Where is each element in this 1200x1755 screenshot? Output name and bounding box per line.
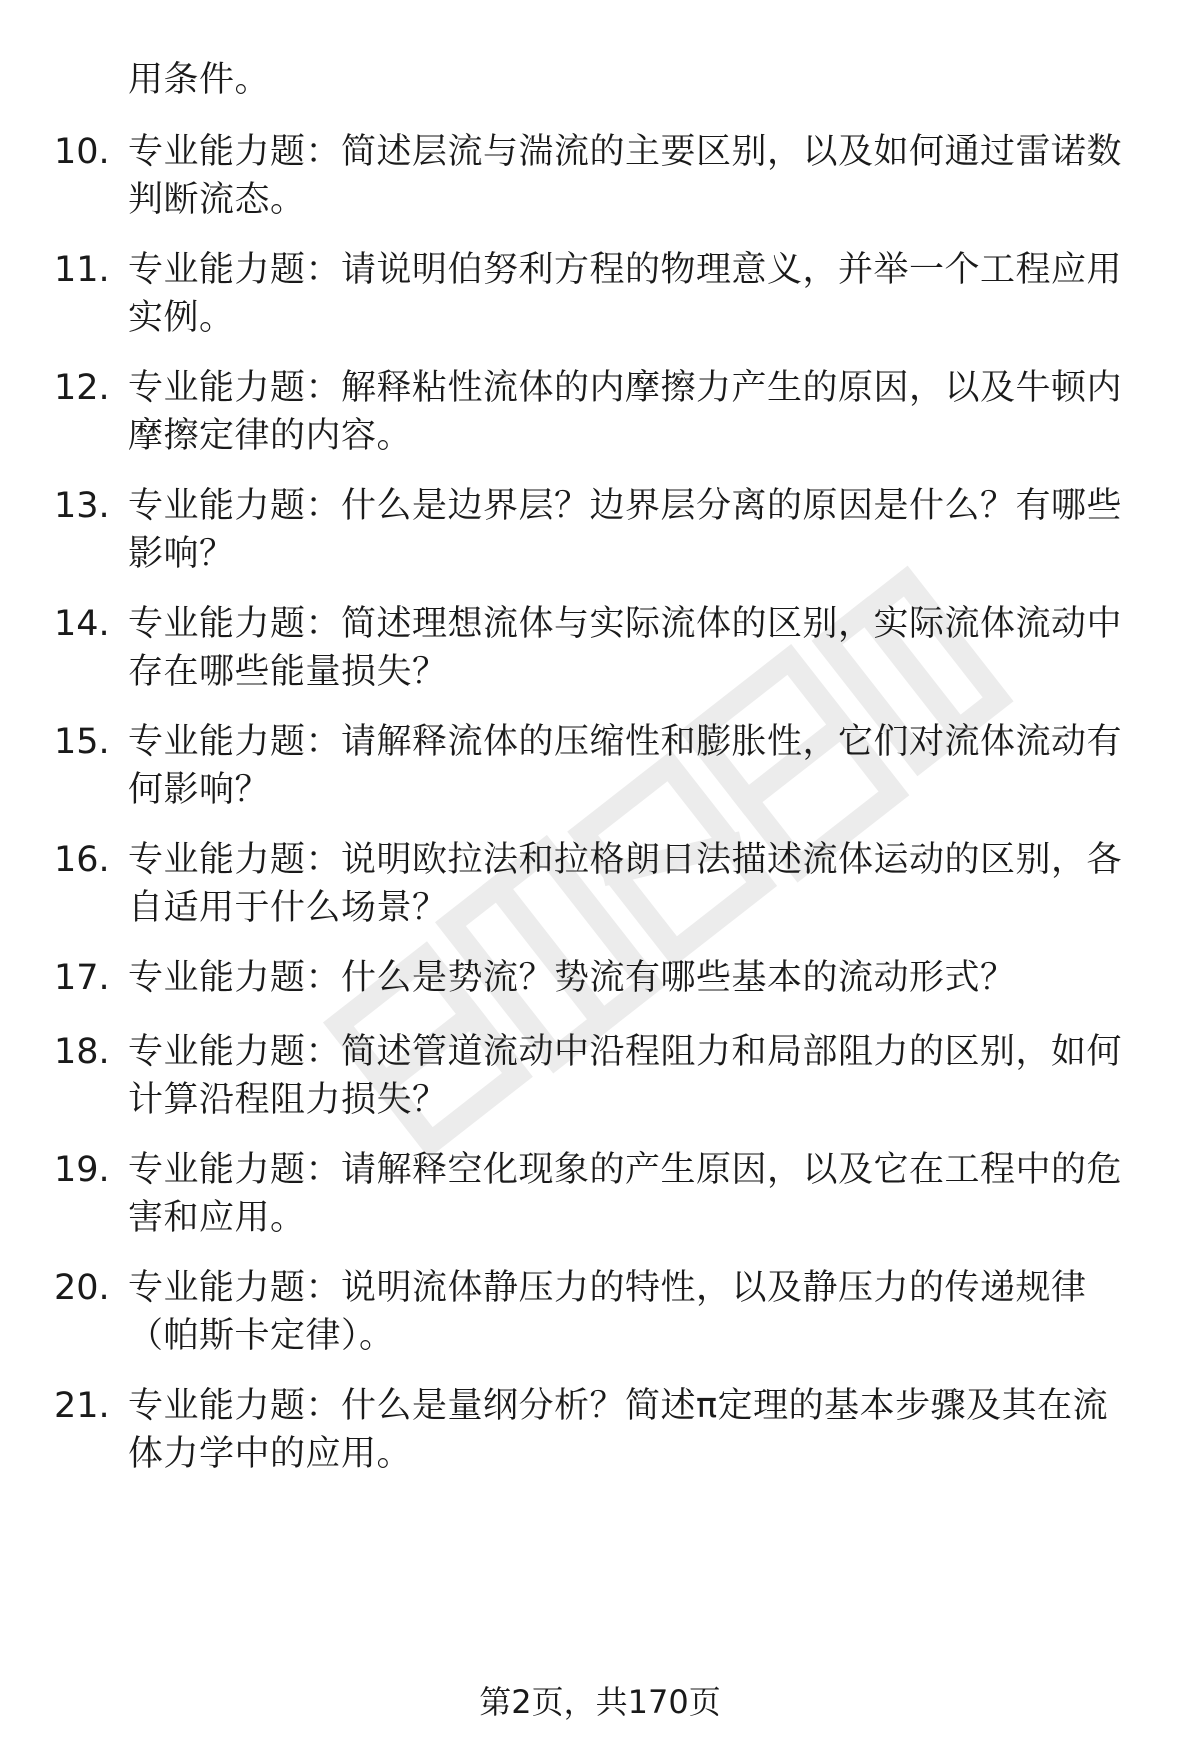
question-line: 摩擦定律的内容。 (128, 416, 413, 456)
question-number: 12. (54, 368, 110, 408)
question-number: 18. (54, 1032, 110, 1072)
question-line: 专业能力题：说明欧拉法和拉格朗日法描述流体运动的区别，各 (128, 840, 1123, 880)
page-footer: 第2页，共170页 (479, 1683, 721, 1721)
question-line: 判断流态。 (128, 180, 306, 220)
question-text (128, 718, 1140, 814)
question-text (128, 1264, 1140, 1360)
continuation-text: 用条件。 (128, 60, 271, 100)
question-line: 专业能力题：简述层流与湍流的主要区别，以及如何通过雷诺数 (128, 132, 1123, 172)
question-number: 17. (54, 958, 110, 998)
question-text (128, 128, 1140, 224)
question-line: 害和应用。 (128, 1198, 306, 1238)
question-line: 专业能力题：什么是边界层？边界层分离的原因是什么？有哪些 (128, 486, 1123, 526)
question-number: 20. (54, 1268, 110, 1308)
question-number: 21. (54, 1386, 110, 1426)
question-text (128, 1382, 1140, 1478)
question-line: 专业能力题：什么是势流？势流有哪些基本的流动形式？ (128, 958, 1016, 998)
question-text (128, 836, 1140, 932)
question-line: 专业能力题：请解释空化现象的产生原因，以及它在工程中的危 (128, 1150, 1123, 1190)
question-number: 15. (54, 722, 110, 762)
question-number: 13. (54, 486, 110, 526)
question-line: 实例。 (128, 298, 235, 338)
question-text (128, 954, 1140, 1002)
question-number: 11. (54, 250, 110, 290)
question-line: 专业能力题：请说明伯努利方程的物理意义，并举一个工程应用 (128, 250, 1123, 290)
question-line: 专业能力题：什么是量纲分析？简述π定理的基本步骤及其在流 (128, 1386, 1109, 1426)
question-line: 专业能力题：简述管道流动中沿程阻力和局部阻力的区别，如何 (128, 1032, 1123, 1072)
question-line: 专业能力题：简述理想流体与实际流体的区别，实际流体流动中 (128, 604, 1123, 644)
question-line: 影响？ (128, 534, 235, 574)
question-number: 10. (54, 132, 110, 172)
question-text (128, 1146, 1140, 1242)
question-number: 19. (54, 1150, 110, 1190)
question-line: 存在哪些能量损失？ (128, 652, 448, 692)
question-text (128, 482, 1140, 578)
question-text (128, 364, 1140, 460)
question-line: 何影响？ (128, 770, 271, 810)
question-line: 专业能力题：说明流体静压力的特性，以及静压力的传递规律 (128, 1268, 1087, 1308)
question-line: 专业能力题：解释粘性流体的内摩擦力产生的原因，以及牛顿内 (128, 368, 1123, 408)
question-text (128, 1028, 1140, 1124)
question-number: 16. (54, 840, 110, 880)
question-line: 专业能力题：请解释流体的压缩性和膨胀性，它们对流体流动有 (128, 722, 1123, 762)
question-line: 自适用于什么场景？ (128, 888, 448, 928)
question-text (128, 246, 1140, 342)
question-line: 体力学中的应用。 (128, 1434, 413, 1474)
question-line: （帕斯卡定律）。 (128, 1316, 395, 1356)
question-line: 计算沿程阻力损失？ (128, 1080, 448, 1120)
question-text (128, 600, 1140, 696)
question-number: 14. (54, 604, 110, 644)
